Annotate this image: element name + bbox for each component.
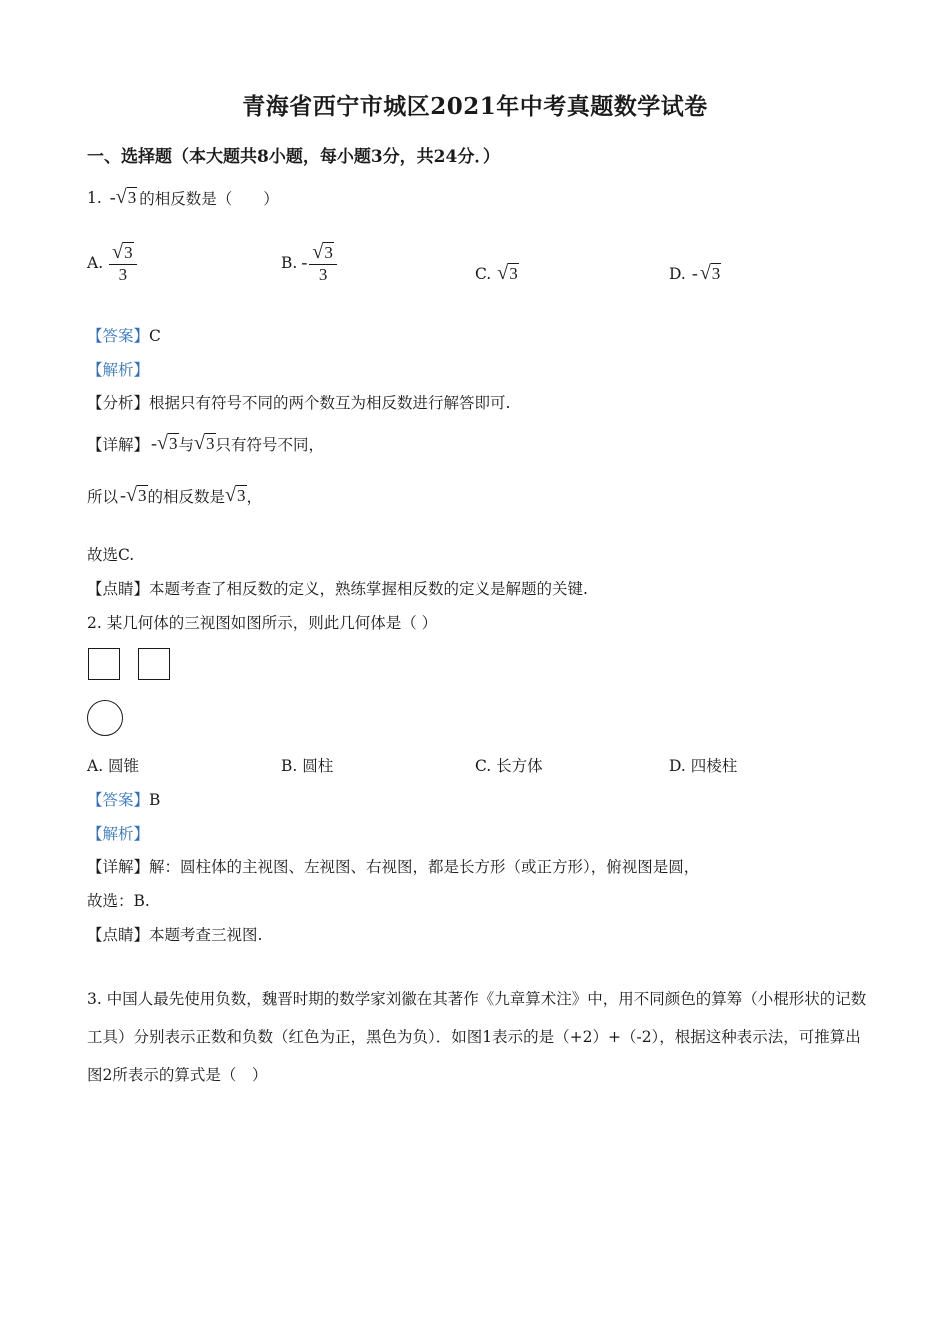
side-view-square [138, 648, 170, 680]
q1-expr: -√3 [109, 186, 137, 208]
q2-option-d: D. 四棱柱 [669, 757, 738, 775]
page-title: 青海省西宁市城区2021年中考真题数学试卷 [242, 93, 708, 120]
q2-stem: 2. 某几何体的三视图如图所示，则此几何体是（ ） [87, 614, 438, 632]
q2-option-c: C. 长方体 [475, 757, 543, 775]
q1-analysis-tag: 【解析】 [87, 361, 150, 379]
q2-option-b: B. 圆柱 [281, 757, 334, 775]
q2-answer: 【答案】B [87, 791, 161, 809]
q1-fenxi: 【分析】根据只有符号不同的两个数互为相反数进行解答即可. [87, 394, 511, 412]
q1-stem-text: 的相反数是（ ） [139, 189, 279, 208]
q1-conclusion: 故选C. [87, 546, 135, 564]
q1-dianjing: 【点睛】本题考查了相反数的定义，熟练掌握相反数的定义是解题的关键. [87, 580, 588, 598]
q1-answer: 【答案】C [87, 327, 161, 345]
top-view-circle [87, 700, 123, 736]
q1-number: 1. [87, 188, 102, 207]
q2-xiangjie: 【详解】解：圆柱体的主视图、左视图、右视图，都是长方形（或正方形），俯视图是圆， [87, 858, 700, 876]
q2-option-a: A. 圆锥 [87, 757, 140, 775]
q3-stem: 3. 中国人最先使用负数，魏晋时期的数学家刘徽在其著作《九章算术注》中，用不同颜色的算筹（小棍形状的记数工具）分别表示正数和负数（红色为正，黑色为负）．如图1表示的是（+2）+（-2），根据这种表示法，可推算出图2所表示的算式是（ ） [87, 990, 867, 1084]
q1-suoyi: 所以 -√3 的相反数是 √3 ， [87, 484, 263, 506]
q1-stem [87, 186, 279, 209]
q1-option-b: B. - $\frac{√3}{3}$ [281, 240, 337, 285]
q1-option-d: D. - √3 [669, 262, 721, 284]
q1-xiangjie: 【详解】 -√3 与 √3 只有符号不同， [87, 432, 325, 454]
q2-analysis-tag: 【解析】 [87, 825, 150, 843]
q1-option-c: C. √3 [475, 262, 518, 284]
front-view-square [88, 648, 120, 680]
q2-dianjing: 【点睛】本题考查三视图. [87, 926, 263, 944]
section-heading: 一、选择题（本大题共8小题，每小题3分，共24分．） [87, 147, 500, 167]
q1-option-a: A. $\frac{√3}{3}$ [87, 240, 137, 285]
q2-conclusion: 故选：B. [87, 892, 150, 910]
